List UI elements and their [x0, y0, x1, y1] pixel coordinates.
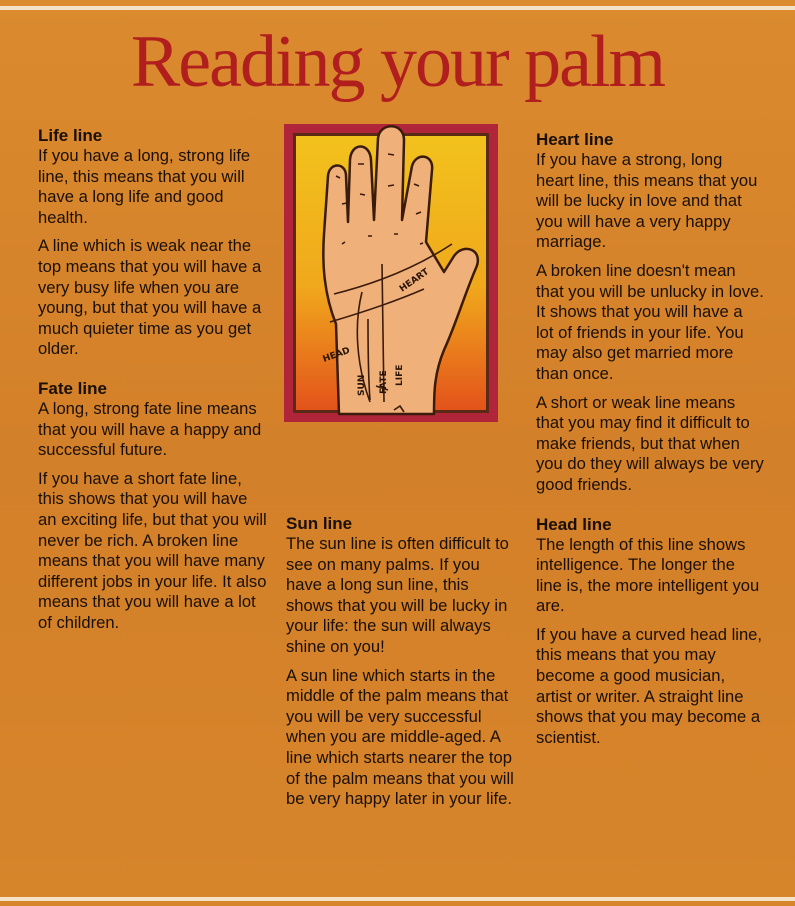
sun-line-heading: Sun line	[286, 514, 353, 533]
palm-illustration	[284, 124, 498, 422]
fate-line-section	[38, 378, 270, 634]
fate-line-heading: Fate line	[38, 378, 107, 398]
fate-line-paragraph-2: If you have a short fate line, this shows that you will have an exciting life, but that you will never be rich. A broken line means that you will have many different jobs in your life. It also means that you will have a lot of children.	[38, 468, 267, 632]
life-line-paragraph-2: A line which is weak near the top means that you will have a very busy life when you are young, but that you will have a much quieter time as you get older.	[38, 236, 262, 359]
life-label: LIFE	[395, 364, 405, 386]
head-label: HEAD	[321, 345, 352, 365]
sun-line-section	[286, 513, 514, 810]
heart-line-paragraph-2: A broken line doesn't mean that you will be unlucky in love. It shows that you will have a lot of friends in your life. You may also get married more than once.	[536, 260, 764, 383]
fate-label: FATE	[379, 370, 389, 394]
life-line-heading: Life line	[38, 126, 103, 145]
heart-line-section	[536, 129, 764, 496]
left-column	[38, 125, 270, 651]
sun-line-paragraph-1: The sun line is often difficult to see on many palms. If you have a long sun line, this shows that you will be lucky in your life: the sun will always shine on you!	[286, 534, 509, 656]
heart-label: HEART	[397, 267, 432, 295]
page-title: Reading your palm	[130, 21, 665, 103]
head-line-heading: Head line	[536, 514, 612, 534]
top-rule	[0, 6, 795, 10]
sun-line-paragraph-2: A sun line which starts in the middle of the palm means that you will be very successful when you are middle-aged. A line which starts nearer the top of the palm means that you will be very happy later in your life.	[286, 665, 514, 809]
sun-label: SUN	[357, 374, 367, 396]
life-line-paragraph-1: If you have a long, strong life line, this means that you will have a long life and good health.	[38, 146, 251, 227]
fate-line-paragraph-1: A long, strong fate line means that you will have a happy and successful future.	[38, 398, 262, 460]
heart-line-paragraph-3: A short or weak line means that you may find it difficult to make friends, but that when you do they will always be very good friends.	[536, 392, 764, 494]
life-line-section	[38, 125, 270, 360]
head-line-paragraph-2: If you have a curved head line, this means that you may become a good musician, artist or writer. A straight line shows that you may become a scientist.	[536, 624, 763, 747]
head-line-section	[536, 514, 764, 749]
right-column	[536, 129, 764, 766]
bottom-rule	[0, 897, 795, 901]
heart-line-heading: Heart line	[536, 130, 614, 149]
middle-column	[286, 513, 514, 828]
head-line-paragraph-1: The length of this line shows intelligence. The longer the line is, the more intelligent you are.	[536, 534, 760, 616]
heart-line-paragraph-1: If you have a strong, long heart line, this means that you will be lucky in love and that you will have a very happy marriage.	[536, 150, 758, 252]
